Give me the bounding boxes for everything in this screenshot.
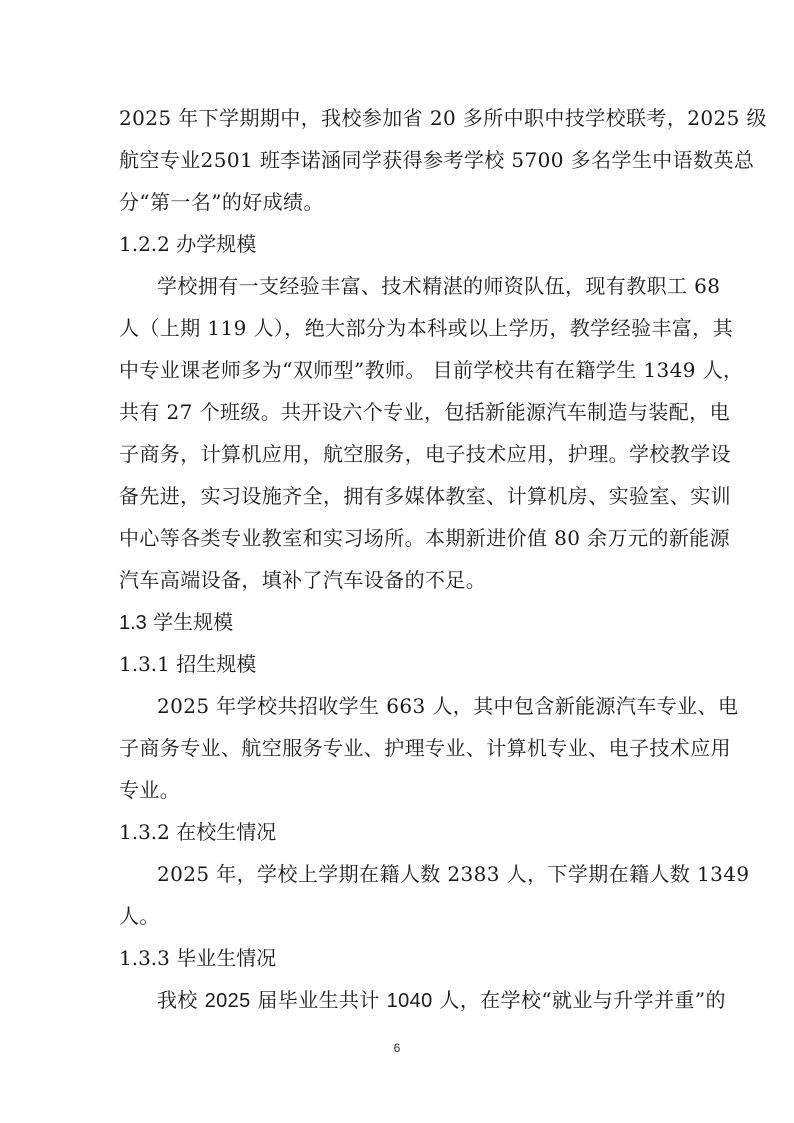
paragraph-exam-result [119, 97, 767, 223]
text-line: 汽车高端设备，填补了汽车设备的不足。 [119, 568, 487, 592]
text-line: 中专业课老师多为“双师型”教师。 目前学校共有在籍学生 1349 人， [119, 358, 744, 382]
text-line: 人（上期 119 人），绝大部分为本科或以上学历，教学经验丰富，其 [119, 316, 734, 340]
heading-number: 1.3 [119, 612, 147, 634]
text-line: 备先进，实习设施齐全，拥有多媒体教室、计算机房、实验室、实训 [119, 484, 731, 508]
document-page-body [119, 97, 767, 1021]
heading-1-2-2: 1.2.2 办学规模 [119, 232, 257, 256]
paragraph-school-scale [119, 265, 744, 601]
paragraph-enrollment [119, 685, 739, 811]
text-line: 子商务，计算机应用，航空服务，电子技术应用，护理。学校教学设 [119, 442, 731, 466]
text-line: 航空专业2501 班李诺涵同学获得参考学校 5700 多名学生中语数英总 [119, 148, 755, 172]
heading-1-3 [119, 601, 675, 643]
text-line: 学校拥有一支经验丰富、技术精湛的师资队伍，现有教职工 68 [157, 274, 721, 298]
heading-1-3-3: 1.3.3 毕业生情况 [119, 946, 277, 970]
text-line: 专业。 [119, 778, 181, 802]
text-line: 人。 [119, 904, 160, 928]
text-line: 中心等各类专业教室和实习场所。本期新进价值 80 余万元的新能源 [119, 526, 730, 550]
text-run: 人，在学校“就业与升学并重”的 [432, 988, 726, 1012]
text-line: 子商务专业、航空服务专业、护理专业、计算机专业、电子技术应用 [119, 736, 731, 760]
text-run-number: 1040 [386, 990, 433, 1012]
text-line: 2025 年，学校上学期在籍人数 2383 人，下学期在籍人数 1349 [157, 862, 750, 886]
text-run: 届毕业生共计 [250, 988, 387, 1012]
heading-title: 学生规模 [153, 610, 234, 634]
text-line: 2025 年学校共招收学生 663 人，其中包含新能源汽车专业、电 [157, 694, 739, 718]
text-line: 共有 27 个班级。共开设六个专业，包括新能源汽车制造与装配，电 [119, 400, 730, 424]
text-run-number: 2025 [204, 990, 251, 1012]
paragraph-current-students [119, 853, 750, 937]
text-run: 我校 [157, 988, 205, 1012]
page-number: 6 [393, 1041, 401, 1055]
text-line: 分“第一名”的好成绩。 [119, 190, 324, 214]
heading-1-3-2: 1.3.2 在校生情况 [119, 820, 277, 844]
paragraph-graduates [119, 979, 726, 1021]
text-line [119, 979, 726, 1021]
heading-1-3-1: 1.3.1 招生规模 [119, 652, 257, 676]
text-line: 2025 年下学期期中，我校参加省 20 多所中职中技学校联考，2025 级 [119, 106, 767, 130]
